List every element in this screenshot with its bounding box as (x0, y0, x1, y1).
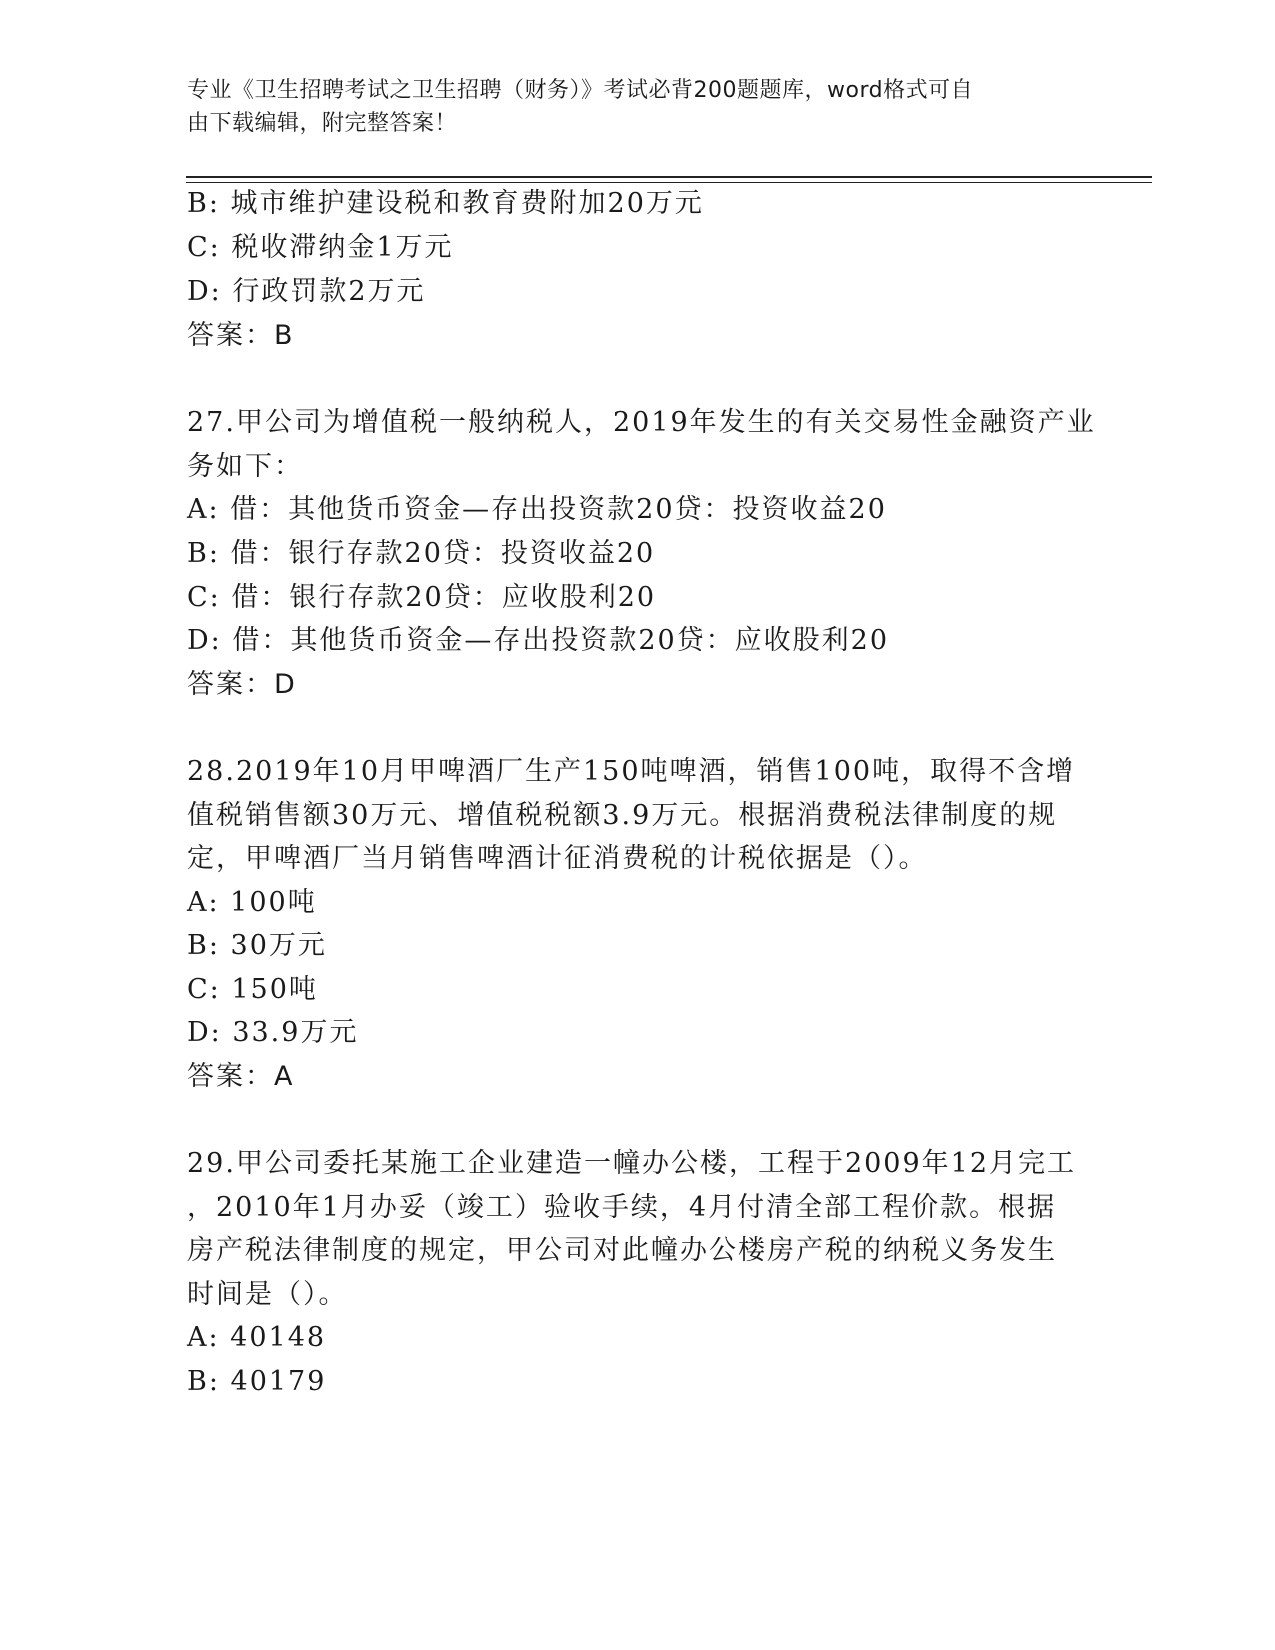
header-divider-thin (186, 182, 1152, 183)
header-line-2: 由下载编辑，附完整答案！ (187, 111, 458, 136)
q28-stem-line-3: 定，甲啤酒厂当月销售啤酒计征消费税的计税依据是（）。 (187, 843, 928, 874)
q28-answer: 答案：A (187, 1061, 295, 1092)
q27-answer: 答案：D (187, 669, 297, 700)
q29-stem-line-1: 29.甲公司委托某施工企业建造一幢办公楼，工程于2009年12月完工 (187, 1148, 1077, 1179)
q29-option-a: A: 40148 (187, 1322, 327, 1353)
document-header (187, 74, 1067, 140)
q29-stem-line-3: 房产税法律制度的规定，甲公司对此幢办公楼房产税的纳税义务发生 (187, 1235, 1057, 1266)
q27-stem-line-1: 27.甲公司为增值税一般纳税人，2019年发生的有关交易性金融资产业 (187, 407, 1096, 438)
q28-stem-line-2: 值税销售额30万元、增值税税额3.9万元。根据消费税法律制度的规 (187, 800, 1058, 831)
q27-stem-line-2: 务如下： (187, 451, 303, 482)
q28-option-c: C: 150吨 (187, 974, 318, 1005)
q26-option-b: B: 城市维护建设税和教育费附加20万元 (187, 188, 704, 219)
q27-option-b: B: 借：银行存款20贷：投资收益20 (187, 538, 656, 569)
q28-option-d: D: 33.9万元 (187, 1017, 359, 1048)
q28-option-a: A: 100吨 (187, 887, 317, 918)
q26-answer: 答案：B (187, 320, 295, 351)
header-line-1: 专业《卫生招聘考试之卫生招聘（财务）》考试必背200题题库，word格式可自 (187, 78, 974, 103)
q29-stem-line-4: 时间是（）。 (187, 1279, 348, 1310)
q29-option-b: B: 40179 (187, 1366, 327, 1397)
q27-option-a: A: 借：其他货币资金—存出投资款20贷：投资收益20 (187, 494, 887, 525)
q26-option-c: C: 税收滞纳金1万元 (187, 232, 454, 263)
q29-stem-line-2: ，2010年1月办妥（竣工）验收手续，4月付清全部工程价款。根据 (187, 1192, 1057, 1223)
q26-option-d: D: 行政罚款2万元 (187, 276, 426, 307)
q27-option-d: D: 借：其他货币资金—存出投资款20贷：应收股利20 (187, 625, 890, 656)
q27-option-c: C: 借：银行存款20贷：应收股利20 (187, 582, 657, 613)
header-divider-thick (186, 176, 1152, 178)
q28-option-b: B: 30万元 (187, 930, 327, 961)
q28-stem-line-1: 28.2019年10月甲啤酒厂生产150吨啤酒，销售100吨，取得不含增 (187, 756, 1076, 787)
